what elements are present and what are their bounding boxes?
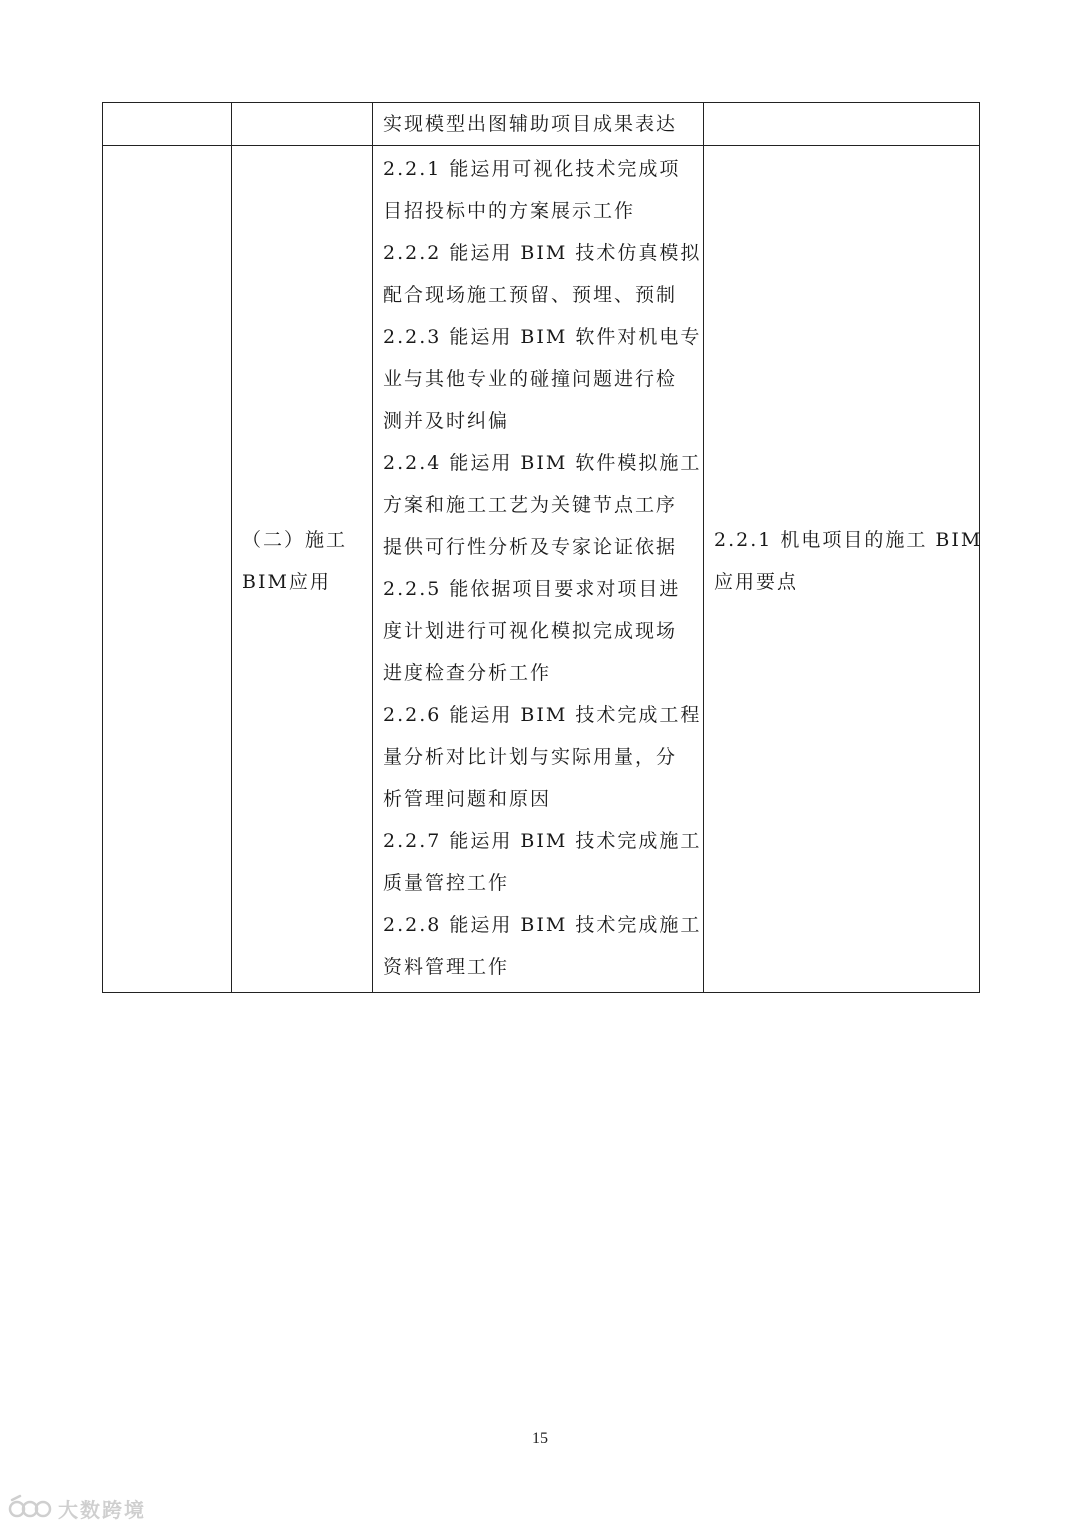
unit-title-line: BIM应用: [242, 571, 331, 593]
table-row: [103, 146, 980, 993]
skill-list: [373, 146, 703, 988]
table-cell-unit: [232, 103, 373, 146]
skill-line: 资料管理工作: [383, 956, 510, 978]
table-cell-module: [103, 103, 232, 146]
page-number: 15: [532, 1430, 548, 1447]
table-cell-skill: [373, 146, 704, 993]
skill-line: 方案和施工工艺为关键节点工序: [383, 494, 678, 516]
watermark-text: 大数跨境: [58, 1497, 146, 1522]
skill-line: 业与其他专业的碰撞问题进行检: [383, 368, 678, 390]
curriculum-table: [102, 102, 983, 993]
skill-line: 2.2.3 能运用 BIM 软件对机电专: [383, 326, 702, 348]
skill-line: 2.2.2 能运用 BIM 技术仿真模拟: [383, 242, 702, 264]
knowledge-line: 应用要点: [714, 571, 799, 593]
skill-line: 2.2.5 能依据项目要求对项目进: [383, 578, 681, 600]
skill-line: 配合现场施工预留、预埋、预制: [383, 284, 678, 306]
skill-line: 质量管控工作: [383, 872, 510, 894]
skill-line: 测并及时纠偏: [383, 410, 510, 432]
table-row: [103, 103, 980, 146]
watermark: [8, 1492, 146, 1524]
table-cell-module: [103, 146, 232, 993]
table-cell-skill: [373, 103, 704, 146]
skill-line: 度计划进行可视化模拟完成现场: [383, 620, 678, 642]
table-cell-knowledge: [704, 146, 983, 993]
skill-line: 2.2.1 能运用可视化技术完成项: [383, 158, 681, 180]
unit-title: [232, 519, 372, 603]
skill-line: 析管理问题和原因: [383, 788, 552, 810]
knowledge-line: 2.2.1 机电项目的施工 BIM: [714, 529, 983, 551]
skill-line: 量分析对比计划与实际用量，分: [383, 746, 678, 768]
knowledge-text: [704, 103, 979, 104]
table-cell-unit: [232, 146, 373, 993]
skill-line: 目招投标中的方案展示工作: [383, 200, 636, 222]
skill-line: 2.2.7 能运用 BIM 技术完成施工: [383, 830, 702, 852]
skill-line: 进度检查分析工作: [383, 662, 552, 684]
unit-title-line: （二）施工: [242, 529, 348, 551]
skill-line: 提供可行性分析及专家论证依据: [383, 536, 678, 558]
skill-line: 2.2.4 能运用 BIM 软件模拟施工: [383, 452, 702, 474]
skill-line: 2.2.8 能运用 BIM 技术完成施工: [383, 914, 702, 936]
brand-logo-icon: [8, 1494, 52, 1522]
knowledge-text: [704, 519, 983, 603]
skill-text: 实现模型出图辅助项目成果表达: [383, 113, 678, 135]
table-cell-knowledge: [704, 103, 980, 146]
skill-line: 2.2.6 能运用 BIM 技术完成工程: [383, 704, 702, 726]
